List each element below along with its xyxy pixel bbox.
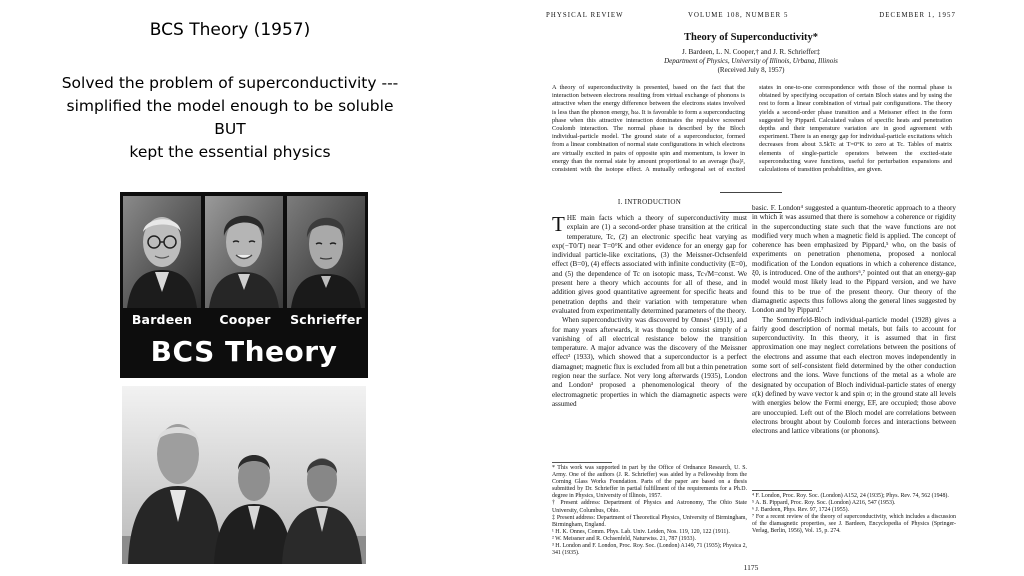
footnote: ⁶ J. Bardeen, Phys. Rev. 97, 1724 (1955). <box>752 507 850 514</box>
section-rule <box>720 192 782 193</box>
paper-title: Theory of Superconductivity* <box>684 32 818 43</box>
cooper-portrait <box>205 196 283 308</box>
slide-title: BCS Theory (1957) <box>149 20 311 40</box>
bardeen-portrait <box>123 196 201 308</box>
bcs-theory-caption: BCS Theory <box>150 335 338 368</box>
slide-line: kept the essential physics <box>129 143 331 161</box>
intro-paragraph: When superconductivity was discovered by Onnes¹ (1911), and for many years afterwards, it was thought to consist simply of a vanishing of all electrical resistance below the transition temperature. A major advance was the discovery of the Meissner effect² (1933), which showed that a superconductor is a perfect diamagnet; magnetic flux is excluded from all but a thin penetration region near the surface. Not very long afterwards (1935), London and London³ proposed a phenomenological theory of the electromagnetic properties in which the diamagnetic aspects were assumed <box>552 316 747 408</box>
footnote: † Present address: Department of Physics and Astronomy, The Ohio State University, Columbus, Ohio. <box>552 500 747 514</box>
footnotes-left <box>552 465 747 557</box>
drop-cap: T <box>552 212 565 236</box>
intro-paragraph: The Sommerfeld-Bloch individual-particle model (1928) gives a fairly good description of normal metals, but fails to account for superconductivity. In this theory, it is assumed that in first approximation one may neglect correlations between the positions of the electrons and assume that each electron moves independently in some sort of self-consistent field determined by the other conduction electrons and the ions. Wave functions of the metal as a whole are designated by occupation of Bloch individual-particle states of energy ε(k) defined by wave vector k and spin σ; in the ground state all levels with energies below the Fermi energy, EF, are occupied; those above are unoccupied. Left out of the Bloch model are correlations between electrons brought about by Coulomb forces and interactions between electrons and lattice vibrations (or phonons). <box>752 315 956 436</box>
footnote: ¹ H. K. Onnes, Comm. Phys. Lab. Univ. Leiden, Nos. 119, 120, 122 (1911). <box>552 528 730 535</box>
slide-line: BUT <box>214 120 246 138</box>
footnote: ⁷ For a recent review of the theory of superconductivity, which includes a discussion of the diamagnetic properties, see J. Bardeen, Encyclopedia of Physics (Springer-Verlag, Berlin, 1956), Vol. 15, p. 274. <box>752 514 956 535</box>
footnote: ² W. Meissner and R. Ochsenfeld, Naturwiss. 21, 787 (1933). <box>552 535 696 542</box>
bcs-portraits-image <box>120 192 368 378</box>
slide-line: simplified the model enough to be soluble <box>66 97 394 115</box>
portrait-name: Schrieffer <box>290 312 362 327</box>
journal-name: PHYSICAL REVIEW <box>546 12 624 19</box>
issue-date: DECEMBER 1, 1957 <box>879 12 956 19</box>
footnote: ⁴ F. London, Proc. Roy. Soc. (London) A152, 24 (1935); Phys. Rev. 74, 562 (1948). <box>752 493 949 499</box>
section-heading: I. INTRODUCTION <box>617 198 682 206</box>
intro-paragraph: THE main facts which a theory of superconductivity must explain are (1) a second-order phase transition at the critical temperature, Tc, (2) an electronic specific heat varying as exp(−T0/T) near T=0°K and other evidence for an energy gap for individual particle-like excitations, (3) the Meissner-Ochsenfeld effect (B=0), (4) effects associated with infinite conductivity (E=0), and (5) the dependence of Tc on isotopic mass, Tc√M=const. We present here a theory which accounts for all of these, and in addition gives good quantitative agreement for specific heats and penetration depths and their variation with temperature when evaluated from experimentally determined parameters of the theory. <box>552 212 747 315</box>
footnote: ‡ Present address: Department of Theoretical Physics, University of Birmingham, Birmingham, England. <box>552 514 747 528</box>
intro-left-column <box>552 214 747 409</box>
footnote: ⁵ A. B. Pippard, Proc. Roy. Soc. (London) A216, 547 (1953). <box>752 500 896 507</box>
intro-paragraph: basic. F. London⁴ suggested a quantum-theoretic approach to a theory in which it was assumed that there is somehow a coherence or rigidity in the superconducting state such that the wave functions are not modified very much when a magnetic field is applied. The concept of coherence has been emphasized by Pippard,⁵ who, on the basis of experiments on penetration phenomena, proposed a nonlocal modification of the London equations in which a coherence distance, ξ0, is introduced. One of the authors⁶,⁷ pointed out that an energy-gap model would most likely lead to the Pippard version, and we have found this to be true of the present theory. Our theory of the diamagnetic aspects thus follows along the general lines suggested by London and by Pippard.⁷ <box>752 204 956 315</box>
portrait-name: Bardeen <box>131 312 193 327</box>
paper-abstract: A theory of superconductivity is presented, based on the fact that the interaction between electrons resulting from virtual exchange of phonons is attractive when the energy difference between the electrons states involved is less than the phonon energy, ħω. It is favorable to form a superconducting phase when this attractive interaction dominates the repulsive screened Coulomb interaction. The normal phase is described by the Bloch individual-particle model. The ground state of a superconductor, formed from a linear combination of normal state configurations in which electrons are virtually excited in pairs of opposite spin and momentum, is lower in energy than the normal state by amount proportional to an average (ħω)², consistent with the isotope effect. A mutually orthogonal set of excited states in one-to-one correspondence with those of the normal phase is obtained by specifying occupation of certain Bloch states and by using the rest to form a linear combination of virtual pair configurations. The theory yields a second-order phase transition and a Meissner effect in the form suggested by Pippard. Calculated values of specific heats and penetration depths and their temperature variation are in good agreement with experiment. There is an energy gap for individual-particle excitations which decreases from about 3.5kTc at T=0°K to zero at Tc. Tables of matrix elements of single-particle operators between the excited-state superconducting wave functions, useful for perturbation expansions and calculations of transition probabilities, are given. <box>552 84 952 174</box>
page-number: 1175 <box>743 563 759 572</box>
paper-affiliation: Department of Physics, University of Illinois, Urbana, Illinois <box>664 57 838 65</box>
footnotes-right <box>752 493 956 536</box>
footnote: * This work was supported in part by the Office of Ordnance Research, U. S. Army. One of the authors (J. R. Schrieffer) was aided by a Fellowship from the Corning Glass Works Foundation. Parts of the paper are based on a thesis submitted by Dr. Schrieffer in partial fulfillment of the requirements for a Ph.D. degree in Physics, University of Illinois, 1957. <box>552 465 747 500</box>
received-date: (Received July 8, 1957) <box>717 66 785 74</box>
paper-authors: J. Bardeen, L. N. Cooper,† and J. R. Schrieffer‡ <box>682 48 820 56</box>
footnote: ³ H. London and F. London, Proc. Roy. Soc. (London) A149, 71 (1935); Physica 2, 341 (1935). <box>552 543 747 557</box>
volume-info: VOLUME 108, NUMBER 5 <box>688 12 789 19</box>
footnote-rule <box>552 462 612 463</box>
intro-right-column <box>752 204 956 436</box>
slide-bullet-text <box>0 72 460 164</box>
paper-page <box>546 0 956 576</box>
group-photo <box>122 386 366 564</box>
footnote-rule <box>752 490 812 491</box>
slide-line: Solved the problem of superconductivity --- <box>61 74 399 92</box>
schrieffer-portrait <box>287 196 365 308</box>
portrait-name: Cooper <box>219 312 271 327</box>
